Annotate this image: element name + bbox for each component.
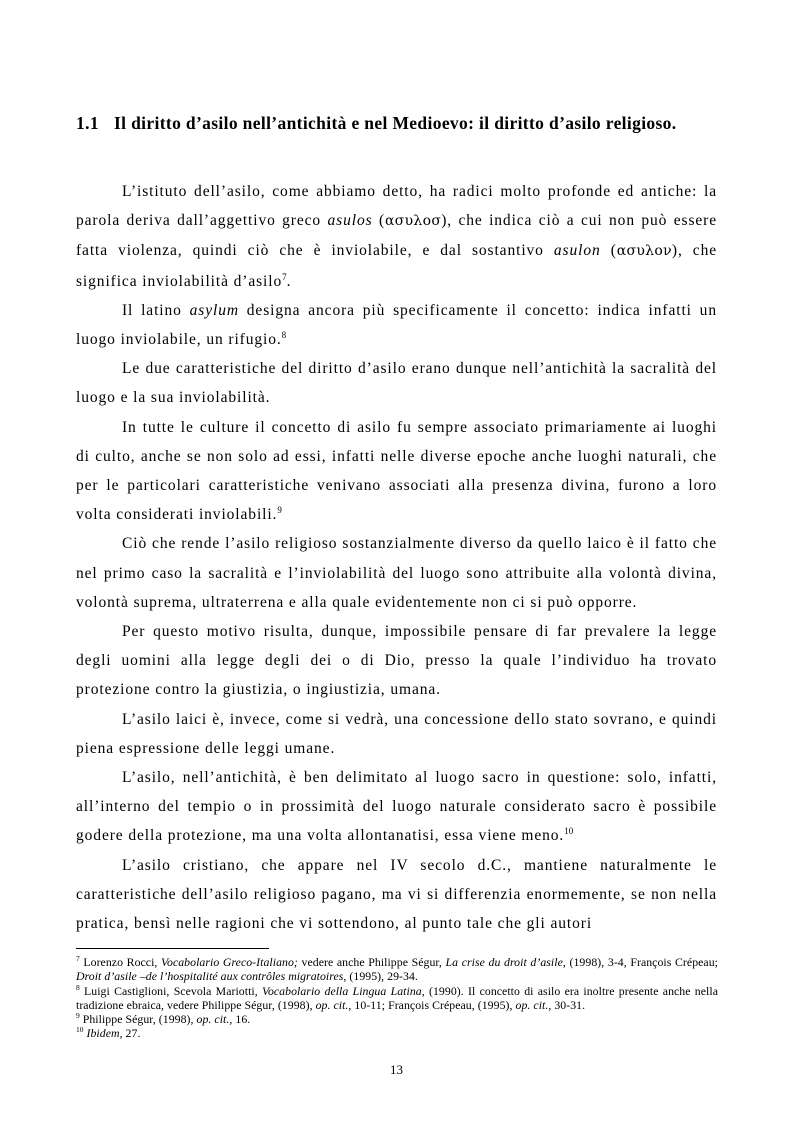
italic-term: asulon — [553, 242, 601, 260]
section-heading — [76, 112, 716, 135]
footnote-mark: 7 — [76, 954, 80, 964]
footnote-separator — [76, 948, 269, 949]
paragraph: Le due caratteristiche del diritto d’asilo erano dunque nell’antichità la sacralità del luogo e la sua inviolabilità. — [76, 360, 717, 407]
footnote-ref[interactable]: 7 — [282, 271, 287, 282]
footnote-ref[interactable]: 8 — [281, 329, 287, 340]
paragraph: L’istituto dell’asilo, come abbiamo detto, ha radici molto profonde ed antiche: la parola deriva dall’aggettivo greco asulos (ασυλοσ), che indica ciò a cui non può essere fatta violenza, quindi ciò che è inviolabile, e dal sostantivo asulon (ασυλον), che significa inviolabilità d’asilo$^7$. — [76, 183, 718, 290]
footnotes — [76, 955, 718, 1041]
footnote-ref[interactable]: 10 — [564, 826, 574, 837]
section-number: 1.1 — [76, 113, 99, 133]
footnote-mark: 10 — [76, 1025, 84, 1035]
section-title: Il diritto d’asilo nell’antichità e nel Medioevo: il diritto d’asilo religioso. — [114, 113, 677, 133]
footnote: $^{10}$ Ibidem, 27. — [76, 1025, 141, 1041]
page-number: 13 — [390, 1062, 403, 1077]
paragraph: L’asilo, nell’antichità, è ben delimitato al luogo sacro in questione: solo, infatti, all’interno del tempio o in prossimità del luogo naturale considerato sacro è possibile godere della protezione, ma una volta allontanatisi, essa viene meno.$^{10}$ — [76, 769, 717, 845]
paragraph: L’asilo laici è, invece, come si vedrà, una concessione dello stato sovrano, e quindi piena espressione delle leggi umane. — [76, 710, 717, 757]
footnote: $^7$ Lorenzo Rocci, Vocabolario Greco-Italiano; vedere anche Philippe Ségur, La crise du droit d’asile, (1998), 3-4, François Crépeau; Droit d’asile –de l’hospitalité aux contrôles migratoires, (1995), 29-34. — [76, 954, 718, 984]
footnote-ref[interactable]: 9 — [277, 505, 282, 516]
footnote-mark: 9 — [76, 1011, 80, 1021]
paragraph: In tutte le culture il concetto di asilo fu sempre associato primariamente ai luoghi di culto, anche se non solo ad essi, infatti nelle diverse epoche anche luoghi naturali, che per le particolari caratteristiche venivano associati alla presenza divina, furono a loro volta considerati inviolabili.$^9$ — [76, 418, 717, 524]
body-text — [76, 177, 717, 938]
paragraph: L’asilo cristiano, che appare nel IV secolo d.C., mantiene naturalmente le caratteristiche dell’asilo religioso pagano, ma vi si differenzia enormemente, se non nella pratica, bensì nelle ragioni che vi sottendono, al punto tale che gli autori — [76, 856, 717, 933]
greek-word: ασυλοσ — [385, 213, 442, 230]
italic-term: asulos — [327, 212, 373, 230]
paragraph: Il latino asylum designa ancora più specificamente il concetto: indica infatti un luogo inviolabile, un rifugio.$^8$ — [76, 301, 717, 349]
greek-word: ασυλον — [616, 243, 672, 260]
paragraph: Per questo motivo risulta, dunque, impossibile pensare di far prevalere la legge degli uomini alla legge degli dei o di Dio, presso la quale l’individuo ha trovato protezione contro la giustizia, o ingiustizia, umana. — [76, 623, 717, 699]
italic-term: asylum — [189, 301, 239, 319]
footnote-mark: 8 — [76, 982, 80, 992]
paragraph: Ciò che rende l’asilo religioso sostanzialmente diverso da quello laico è il fatto che nel primo caso la sacralità e l’inviolabilità del luogo sono attribuite alla volontà divina, volontà suprema, ultraterrena e alla quale evidentemente non ci si può opporre. — [76, 535, 717, 611]
footnote: $^9$ Philippe Ségur, (1998), op. cit., 16. — [76, 1011, 251, 1027]
footnote: $^8$ Luigi Castiglioni, Scevola Mariotti, Vocabolario della Lingua Latina, (1990). Il concetto di asilo era inoltre presente anche nella tradizione ebraica, vedere Philippe Ségur, (1998), op. cit., 10-11; François Crépeau, (1995), op. cit., 30-31. — [76, 982, 718, 1012]
